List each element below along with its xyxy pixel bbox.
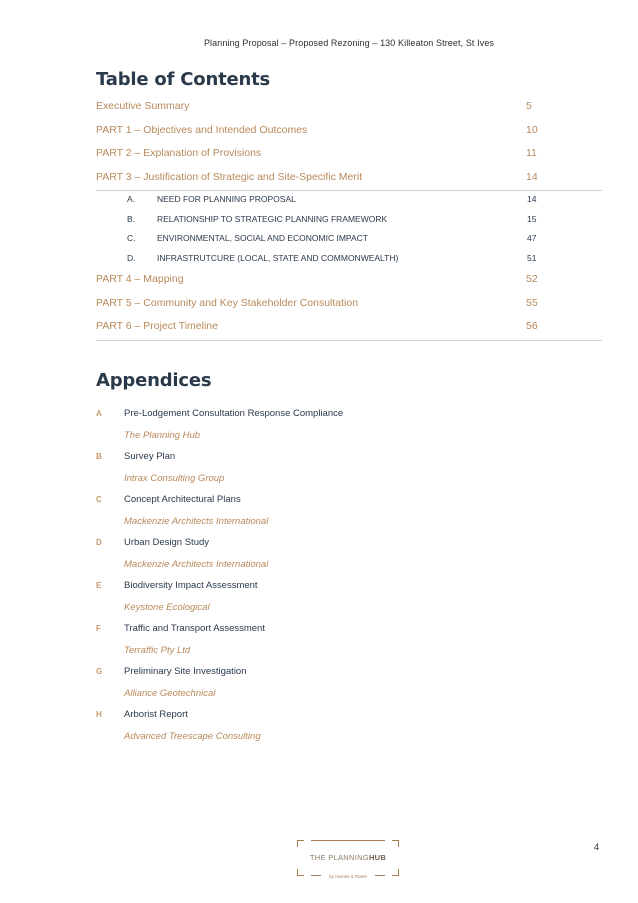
toc-divider (96, 340, 602, 341)
page-number: 4 (594, 842, 600, 852)
logo-wordmark-light: THE PLANNING (309, 853, 369, 862)
appendix-title: Pre-Lodgement Consultation Response Compliance (124, 408, 344, 419)
toc-entry-label: PART 2 – Explanation of Provisions (96, 147, 262, 159)
toc-subentry-page: 47 (527, 233, 537, 244)
appendix-title: Traffic and Transport Assessment (124, 623, 265, 634)
appendix-author: Alliance Geotechnical (124, 688, 216, 699)
toc-entry-page: 56 (526, 320, 538, 333)
toc-subentry-c[interactable] (96, 230, 602, 250)
toc-subentry-label: ENVIRONMENTAL, SOCIAL AND ECONOMIC IMPACT (157, 233, 368, 244)
toc-entry-page: 5 (526, 100, 532, 112)
logo-frame-line (311, 840, 385, 841)
logo-corner-mark (297, 840, 304, 847)
appendix-author: Advanced Treescape Consulting (124, 731, 261, 742)
toc-entry-page: 55 (526, 296, 538, 309)
toc-entry-label: PART 3 – Justification of Strategic and Site-Specific Merit (96, 170, 363, 183)
appendix-letter: B (96, 452, 102, 461)
toc-entry-part-4[interactable] (96, 269, 602, 293)
appendix-title: Biodiversity Impact Assessment (124, 580, 258, 591)
toc-entry-page: 10 (526, 123, 538, 136)
logo-corner-mark (392, 840, 399, 847)
appendix-item-h (96, 707, 576, 750)
toc-subentry-label: INFRASTRUTCURE (LOCAL, STATE AND COMMONWEALTH) (157, 252, 399, 263)
toc-subentry-page: 51 (527, 252, 537, 263)
appendix-letter: H (96, 710, 102, 719)
toc-subentry-letter: D. (127, 252, 136, 263)
toc-entry-part-3[interactable] (96, 167, 602, 191)
toc-subentry-letter: B. (127, 213, 136, 224)
appendix-letter: D (96, 538, 102, 547)
toc-entry-label: PART 6 – Project Timeline (96, 320, 218, 333)
appendix-item-c (96, 492, 576, 535)
toc-entry-part-2[interactable] (96, 143, 602, 167)
toc-subentry-d[interactable] (96, 250, 602, 270)
toc-subentry-letter: A. (127, 194, 136, 204)
toc-entry-executive-summary[interactable] (96, 96, 602, 120)
toc-entry-part-6[interactable] (96, 316, 602, 340)
toc-subentry-page: 14 (527, 194, 537, 204)
toc-subentry-letter: C. (127, 233, 136, 244)
toc-entry-page: 52 (526, 273, 538, 286)
toc-entry-page: 14 (526, 170, 538, 183)
appendix-letter: G (96, 667, 103, 676)
toc-heading: Table of Contents (96, 69, 271, 90)
toc-entry-page: 11 (526, 147, 537, 159)
appendix-author: Intrax Consulting Group (124, 473, 225, 484)
appendix-letter: E (96, 581, 102, 590)
appendix-title: Survey Plan (124, 451, 176, 462)
toc-subentry-a[interactable] (96, 191, 602, 211)
appendix-item-a (96, 406, 576, 449)
appendix-title: Concept Architectural Plans (124, 494, 241, 505)
toc-entry-label: PART 4 – Mapping (96, 273, 184, 286)
toc-subentry-page: 15 (527, 213, 537, 224)
planning-hub-logo (297, 840, 399, 879)
table-of-contents (96, 96, 602, 341)
appendix-title: Arborist Report (124, 709, 188, 720)
appendix-title: Urban Design Study (124, 537, 210, 548)
appendix-item-e (96, 578, 576, 621)
appendix-author: Mackenzie Architects International (124, 559, 269, 570)
appendices-heading: Appendices (96, 370, 212, 391)
appendices-list (96, 406, 576, 750)
toc-entry-label: PART 5 – Community and Key Stakeholder Consultation (96, 296, 359, 309)
toc-entry-label: Executive Summary (96, 100, 190, 112)
logo-wordmark (297, 853, 399, 862)
toc-subentry-b[interactable] (96, 211, 602, 231)
toc-entry-part-1[interactable] (96, 120, 602, 144)
logo-wordmark-bold: HUB (368, 853, 387, 862)
appendix-letter: A (96, 409, 102, 418)
toc-subentry-label: NEED FOR PLANNING PROPOSAL (157, 194, 296, 204)
appendix-author: The Planning Hub (124, 430, 201, 441)
running-header: Planning Proposal – Proposed Rezoning – 130 Killeaton Street, St Ives (203, 38, 495, 48)
toc-entry-label: PART 1 – Objectives and Intended Outcomes (96, 123, 308, 136)
appendix-title: Preliminary Site Investigation (124, 666, 247, 677)
appendix-author: Mackenzie Architects International (124, 516, 269, 527)
toc-subentry-label: RELATIONSHIP TO STRATEGIC PLANNING FRAMEWORK (157, 213, 388, 224)
toc-entry-part-5[interactable] (96, 293, 602, 317)
appendix-item-f (96, 621, 576, 664)
appendix-letter: F (96, 624, 101, 633)
appendix-author: Terraffic Pty Ltd (124, 645, 191, 656)
appendix-author: Keystone Ecological (124, 602, 210, 613)
logo-tagline: by Hamlet & Rome (329, 874, 367, 879)
appendix-letter: C (96, 495, 102, 504)
appendix-item-g (96, 664, 576, 707)
appendix-item-d (96, 535, 576, 578)
appendix-item-b (96, 449, 576, 492)
